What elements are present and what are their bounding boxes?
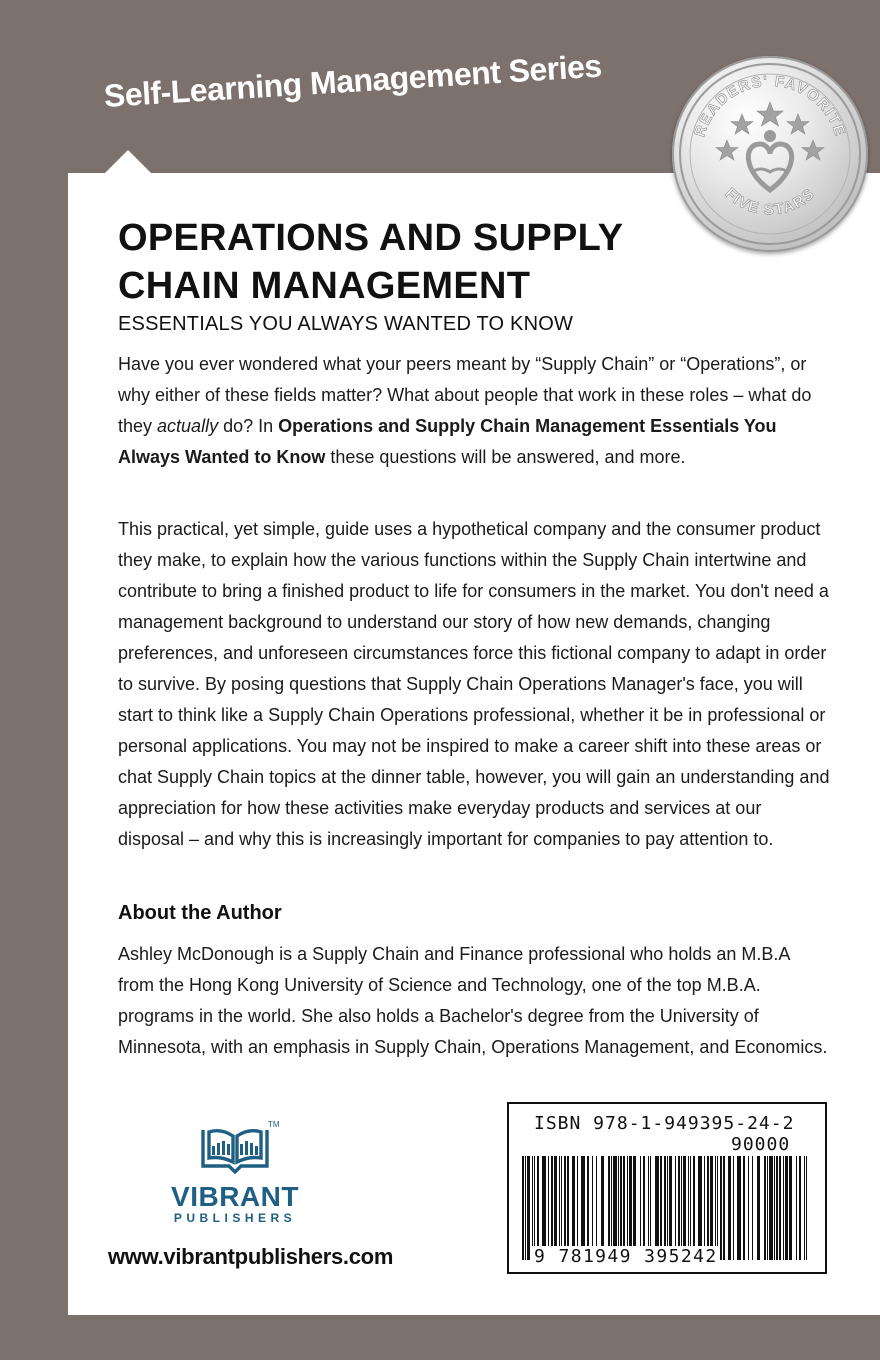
badge-seal-icon xyxy=(672,56,868,252)
barcode-bar xyxy=(690,1156,691,1260)
barcode-bar xyxy=(620,1156,622,1260)
barcode-bar xyxy=(527,1156,530,1260)
barcode-bar xyxy=(757,1156,760,1260)
barcode-bar xyxy=(648,1156,649,1260)
barcode-bar xyxy=(564,1156,566,1260)
p1-text-c: these questions will be answered, and more. xyxy=(325,447,686,467)
barcode-bar xyxy=(774,1156,775,1260)
barcode-bar xyxy=(733,1156,734,1260)
about-author-text: Ashley McDonough is a Supply Chain and Finance professional who holds an M.B.A from the Hong Kong University of Science and Technology, one of the top M.B.A. programs in the world. She also holds a Bachelor's degree from the University of Minnesota, with an emphasis in Supply Chain, Operations Management, and Economics. xyxy=(118,944,828,1057)
barcode-bar xyxy=(704,1156,705,1260)
publisher-subtitle: PUBLISHERS xyxy=(173,1211,297,1225)
barcode-bar xyxy=(559,1156,560,1260)
barcode-bar xyxy=(537,1156,539,1260)
barcode-bar xyxy=(655,1156,659,1260)
about-author-heading: About the Author xyxy=(118,902,282,924)
barcode-bar xyxy=(748,1156,749,1260)
barcode-bar xyxy=(592,1156,593,1260)
barcode-bar xyxy=(525,1156,526,1260)
barcode-bar xyxy=(688,1156,689,1260)
p1-book-name: Operations and Supply Chain Management Essentials You Always Wanted to Know xyxy=(118,416,777,467)
book-subtitle: ESSENTIALS YOU ALWAYS WANTED TO KNOW xyxy=(118,313,574,335)
heart-book-icon xyxy=(748,130,791,190)
book-title xyxy=(118,214,678,310)
barcode-bar xyxy=(551,1156,553,1260)
barcode-bar xyxy=(667,1156,668,1260)
book-title-line2: CHAIN MANAGEMENT xyxy=(118,265,531,307)
barcode-bar xyxy=(681,1156,682,1260)
barcode-bar xyxy=(785,1156,788,1260)
barcode-bar xyxy=(611,1156,612,1260)
isbn-label: ISBN 978-1-949395-24-2 xyxy=(534,1113,795,1134)
barcode-bar xyxy=(572,1156,575,1260)
p1-text-b: do? In xyxy=(218,416,279,436)
barcode-bar xyxy=(767,1156,768,1260)
barcode-bar xyxy=(629,1156,632,1260)
barcode-bar xyxy=(769,1156,773,1260)
barcode-bar xyxy=(596,1156,597,1260)
barcode-bar xyxy=(707,1156,709,1260)
barcode-bar xyxy=(783,1156,784,1260)
barcode-bars xyxy=(518,1156,814,1260)
trademark-mark: TM xyxy=(268,1120,280,1129)
barcode-bar xyxy=(669,1156,672,1260)
barcode-bar xyxy=(743,1156,745,1260)
p1-text-a: Have you ever wondered what your peers meant by “Supply Chain” or “Operations”, or why either of these fields matter? What about people that work in these roles – what do they xyxy=(118,354,812,436)
barcode-bar xyxy=(561,1156,562,1260)
barcode-bar xyxy=(789,1156,792,1260)
barcode-bar xyxy=(776,1156,778,1260)
barcode-digits: 9 781949 395242 xyxy=(534,1246,718,1267)
publisher-book-icon xyxy=(197,1122,273,1182)
barcode-bar xyxy=(640,1156,641,1260)
barcode-bar xyxy=(752,1156,753,1260)
barcode-bar xyxy=(799,1156,801,1260)
barcode-bar xyxy=(728,1156,731,1260)
barcode-bar xyxy=(715,1156,716,1260)
barcode-bar xyxy=(643,1156,645,1260)
barcode-bar xyxy=(660,1156,662,1260)
barcode-bar xyxy=(804,1156,805,1260)
barcode-bar xyxy=(554,1156,557,1260)
barcode-bar xyxy=(737,1156,741,1260)
barcode-bar xyxy=(613,1156,617,1260)
barcode-bar xyxy=(710,1156,713,1260)
barcode-bar xyxy=(534,1156,535,1260)
barcode-bar xyxy=(717,1156,718,1260)
price-code: 90000 xyxy=(731,1134,791,1155)
barcode-bar xyxy=(764,1156,766,1260)
publisher-website[interactable]: www.vibrantpublishers.com xyxy=(108,1244,394,1269)
barcode-bar xyxy=(532,1156,533,1260)
barcode-bar xyxy=(806,1156,807,1260)
barcode-bar xyxy=(542,1156,546,1260)
p1-emphasis: actually xyxy=(157,416,219,436)
barcode-bar xyxy=(664,1156,666,1260)
badge-top-text: READERS' FAVORITE xyxy=(691,72,849,140)
barcode-bar xyxy=(650,1156,651,1260)
barcode-bar xyxy=(675,1156,676,1260)
barcode-bar xyxy=(601,1156,604,1260)
barcode-bar xyxy=(693,1156,695,1260)
barcode-bar xyxy=(581,1156,585,1260)
publisher-name: VIBRANT xyxy=(171,1181,299,1212)
barcode-bar xyxy=(633,1156,636,1260)
readers-favorite-badge xyxy=(672,56,868,252)
series-title: Self-Learning Management Series xyxy=(102,47,603,114)
barcode-bar xyxy=(627,1156,628,1260)
barcode-bar xyxy=(587,1156,589,1260)
barcode-bar xyxy=(678,1156,680,1260)
barcode-bar xyxy=(548,1156,549,1260)
panel-notch xyxy=(104,150,152,174)
description-paragraph-2: This practical, yet simple, guide uses a hypothetical company and the consumer product they make, to explain how the various functions within the Supply Chain intertwine and contribute to bring a finished product to life for consumers in the market. You don't need a management background to understand our story of how new demands, changing preferences, and unforeseen circumstances force this fictional company to adapt in order to survive. By posing questions that Supply Chain Operations Manager's face, you will start to think like a Supply Chain Operations professional, whether it be in professional or personal applications. You may not be inspired to make a career shift into these areas or chat Supply Chain topics at the dinner table, however, you will gain an understanding and appreciation for how these activities make everyday products and services at our disposal – and why this is increasingly important for companies to pay attention to. xyxy=(118,519,830,849)
barcode-bar xyxy=(623,1156,625,1260)
description-paragraph-1 xyxy=(118,349,830,473)
barcode-bar xyxy=(723,1156,725,1260)
barcode-bar xyxy=(567,1156,569,1260)
badge-bottom-text: FIVE STARS xyxy=(721,184,819,219)
barcode-bar xyxy=(796,1156,797,1260)
barcode-bar xyxy=(683,1156,686,1260)
barcode-bar xyxy=(522,1156,524,1260)
barcode-bar xyxy=(577,1156,578,1260)
barcode-bar xyxy=(608,1156,610,1260)
barcode-bar xyxy=(779,1156,781,1260)
barcode-bar xyxy=(720,1156,722,1260)
barcode-bar xyxy=(618,1156,619,1260)
book-title-line1: OPERATIONS AND SUPPLY xyxy=(118,217,624,259)
barcode-bar xyxy=(698,1156,702,1260)
